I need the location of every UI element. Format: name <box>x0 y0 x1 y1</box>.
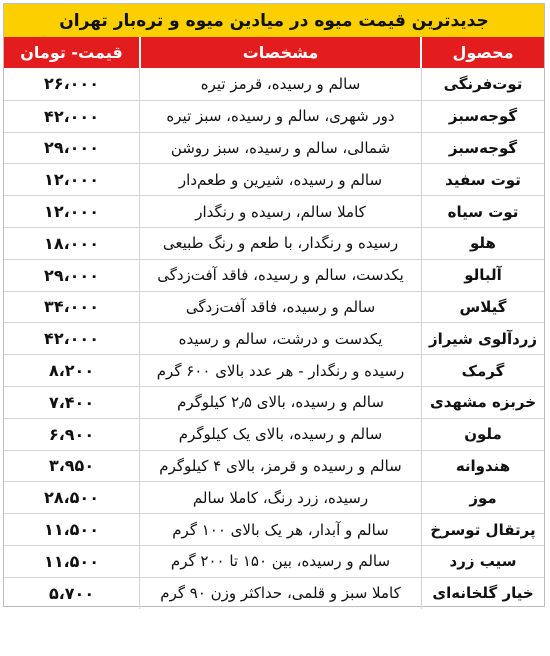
product-cell: هندوانه <box>455 456 511 475</box>
product-cell: خربزه مشهدی <box>429 393 537 412</box>
spec-cell: رسیده و رنگدار - هر عدد بالای ۶۰۰ گرم <box>139 355 422 386</box>
table-row <box>4 322 544 354</box>
product-cell: موز <box>469 488 497 507</box>
spec-cell: سالم و رسیده، بالای ۲٫۵ کیلوگرم <box>139 387 422 418</box>
table-row <box>4 68 544 100</box>
header-price: قیمت- تومان <box>4 37 139 68</box>
spec-cell: شمالی، سالم و رسیده، سبز روشن <box>139 133 422 164</box>
header-product: محصول <box>422 37 544 68</box>
table-row <box>4 481 544 513</box>
table-row <box>4 513 544 545</box>
price-cell: ۲۹،۰۰۰ <box>44 265 99 285</box>
spec-cell: سالم و رسیده، بین ۱۵۰ تا ۲۰۰ گرم <box>139 546 422 577</box>
product-cell: گوجه‌سبز <box>448 138 518 157</box>
table-row <box>4 545 544 577</box>
table-title: جدیدترین قیمت میوه در میادین میوه و تره‌بار تهران <box>4 4 544 37</box>
spec-cell: سالم و رسیده، بالای یک کیلوگرم <box>139 419 422 450</box>
product-cell: گیلاس <box>459 297 507 316</box>
price-cell: ۶،۹۰۰ <box>48 424 95 444</box>
price-cell: ۵،۷۰۰ <box>48 583 95 603</box>
price-cell: ۱۸،۰۰۰ <box>44 233 99 253</box>
price-cell: ۱۲،۰۰۰ <box>44 202 99 222</box>
spec-cell: رسیده و رنگدار، با طعم و رنگ طبیعی <box>139 228 422 259</box>
table-row <box>4 227 544 259</box>
spec-cell: کاملا سالم، رسیده و رنگدار <box>139 196 422 227</box>
price-cell: ۴۲،۰۰۰ <box>44 329 99 349</box>
spec-cell: سالم و آبدار، هر یک بالای ۱۰۰ گرم <box>139 514 422 545</box>
product-cell: پرتقال توسرخ <box>430 520 536 539</box>
price-cell: ۱۱،۵۰۰ <box>44 520 99 540</box>
product-cell: توت‌فرنگی <box>443 74 523 93</box>
product-cell: گرمک <box>461 361 505 380</box>
table-row <box>4 100 544 132</box>
table-body <box>4 68 544 609</box>
product-cell: گوجه‌سبز <box>448 107 518 126</box>
table-row <box>4 386 544 418</box>
product-cell: ملون <box>464 425 502 444</box>
table-row <box>4 418 544 450</box>
product-cell: هلو <box>470 234 496 253</box>
price-cell: ۱۱،۵۰۰ <box>44 551 99 571</box>
product-cell: زردآلوی شیراز <box>428 329 538 348</box>
price-cell: ۳،۹۵۰ <box>48 456 95 476</box>
header-spec: مشخصات <box>139 37 422 68</box>
spec-cell: یکدست و درشت، سالم و رسیده <box>139 323 422 354</box>
table-header <box>4 37 544 68</box>
product-cell: توت سفید <box>445 170 521 189</box>
price-cell: ۲۶،۰۰۰ <box>44 74 99 94</box>
spec-cell: دور شهری، سالم و رسیده، سبز تیره <box>139 101 422 132</box>
product-cell: آلبالو <box>464 266 502 285</box>
spec-cell: رسیده، زرد رنگ، کاملا سالم <box>139 482 422 513</box>
spec-cell: یکدست، سالم و رسیده، فاقد آفت‌زدگی <box>139 260 422 291</box>
spec-cell: کاملا سبز و قلمی، حداکثر وزن ۹۰ گرم <box>139 578 422 609</box>
price-cell: ۷،۴۰۰ <box>48 392 95 412</box>
table-row <box>4 132 544 164</box>
price-cell: ۴۲،۰۰۰ <box>44 106 99 126</box>
table-row <box>4 450 544 482</box>
table-row <box>4 291 544 323</box>
table-row <box>4 195 544 227</box>
table-row <box>4 354 544 386</box>
price-cell: ۸،۲۰۰ <box>48 361 95 381</box>
table-row <box>4 577 544 609</box>
spec-cell: سالم و رسیده و قرمز، بالای ۴ کیلوگرم <box>139 451 422 482</box>
price-cell: ۱۲،۰۰۰ <box>44 170 99 190</box>
table-row <box>4 259 544 291</box>
spec-cell: سالم و رسیده، شیرین و طعم‌دار <box>139 164 422 195</box>
table-row <box>4 163 544 195</box>
spec-cell: سالم و رسیده، فاقد آفت‌زدگی <box>139 292 422 323</box>
product-cell: توت سیاه <box>447 202 519 221</box>
price-table <box>3 3 545 607</box>
spec-cell: سالم و رسیده، قرمز تیره <box>139 68 422 100</box>
price-cell: ۲۹،۰۰۰ <box>44 138 99 158</box>
product-cell: سیب زرد <box>449 552 517 571</box>
price-cell: ۳۴،۰۰۰ <box>44 297 99 317</box>
product-cell: خیار گلخانه‌ای <box>432 584 534 603</box>
price-cell: ۲۸،۵۰۰ <box>44 488 99 508</box>
